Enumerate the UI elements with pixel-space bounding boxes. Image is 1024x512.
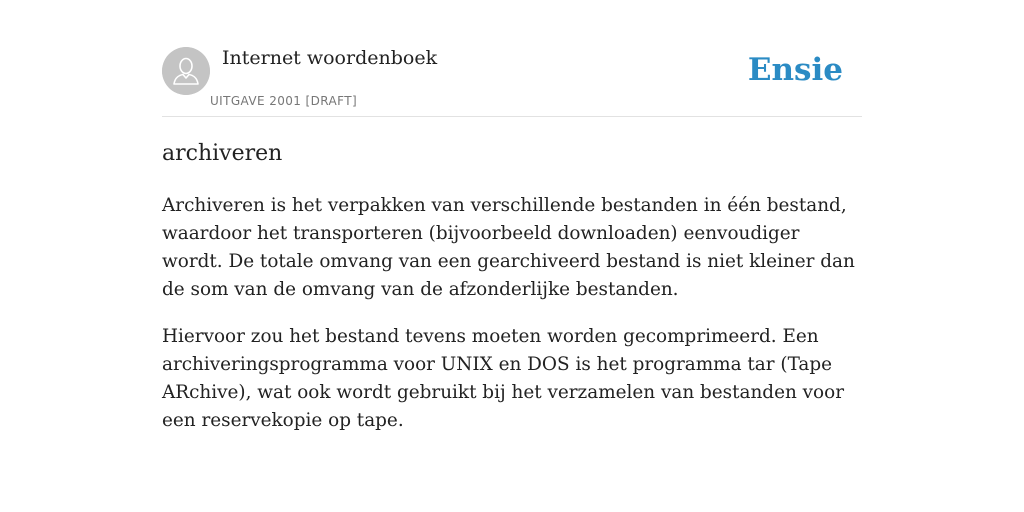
user-silhouette-icon[interactable] <box>162 47 210 95</box>
entry-paragraph: Hiervoor zou het bestand tevens moeten worden gecomprimeerd. Een archiveringsprogramma voor UNIX en DOS is het programma tar (Tape ARchive), wat ook wordt gebruikt bij het verzamelen van bestanden voor een reservekopie op tape. <box>162 326 844 431</box>
site-title[interactable]: Internet woordenboek <box>222 47 438 69</box>
page <box>162 0 862 431</box>
entry-title: archiveren <box>162 141 283 166</box>
entry-paragraph: Archiveren is het verpakken van verschillende bestanden in één bestand, waardoor het transporteren (bijvoorbeeld downloaden) eenvoudiger wordt. De totale omvang van een gearchiveerd bestand is niet kleiner dan de som van de omvang van de afzonderlijke bestanden. <box>162 195 855 300</box>
edition-label: UITGAVE 2001 [DRAFT] <box>210 94 358 108</box>
brand-logo-link[interactable]: Ensie <box>747 52 843 88</box>
header <box>162 0 862 117</box>
entry-body <box>162 192 862 454</box>
